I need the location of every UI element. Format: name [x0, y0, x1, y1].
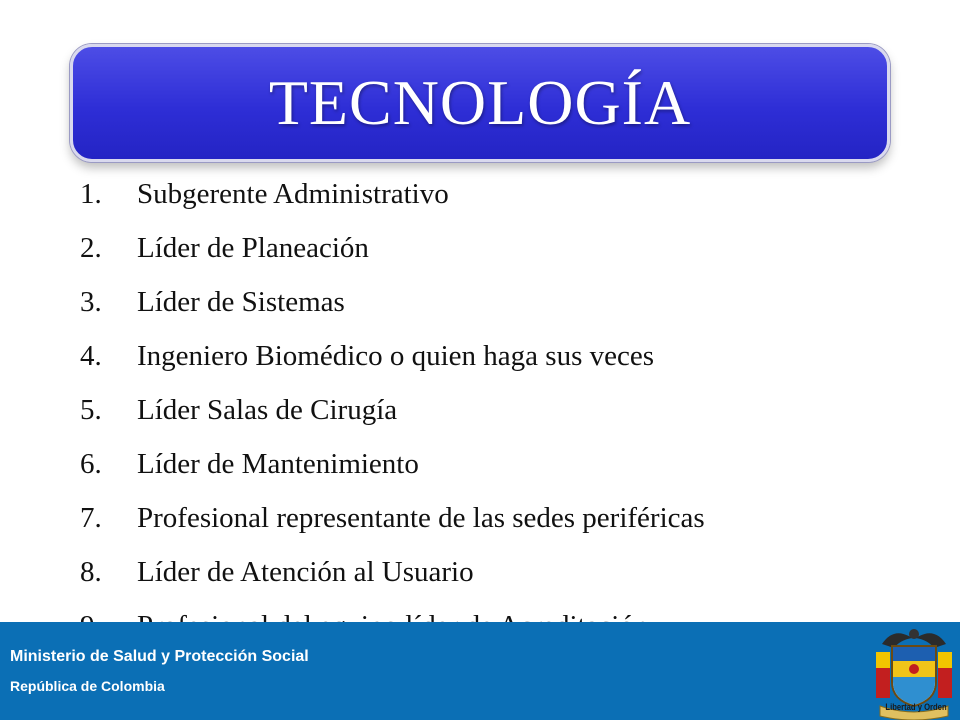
list-item	[80, 329, 940, 383]
motto-label: Libertad y Orden	[885, 702, 947, 712]
item-number: 2.	[80, 232, 102, 264]
list-item	[80, 275, 940, 329]
list-item	[80, 221, 940, 275]
item-number: 8.	[80, 556, 102, 588]
list-item	[80, 437, 940, 491]
ministry-name: Ministerio de Salud y Protección Social	[10, 648, 309, 665]
item-text: Líder de Sistemas	[137, 286, 345, 318]
title-banner	[70, 44, 890, 162]
footer-bar	[0, 622, 960, 720]
item-number: 5.	[80, 394, 102, 426]
list-item	[80, 545, 940, 599]
item-number: 6.	[80, 448, 102, 480]
item-number: 7.	[80, 502, 102, 534]
item-number: 3.	[80, 286, 102, 318]
item-number: 1.	[80, 178, 102, 210]
slide-title: TECNOLOGÍA	[268, 67, 692, 138]
list-item	[80, 167, 940, 221]
list-item	[80, 383, 940, 437]
item-number: 4.	[80, 340, 102, 372]
item-text: Líder de Atención al Usuario	[137, 556, 474, 588]
item-text: Profesional representante de las sedes periféricas	[137, 502, 705, 534]
item-text: Líder de Mantenimiento	[137, 448, 419, 480]
item-text: Líder de Planeación	[137, 232, 369, 264]
item-text: Ingeniero Biomédico o quien haga sus veces	[137, 340, 655, 372]
item-text: Subgerente Administrativo	[137, 178, 449, 210]
participant-list	[80, 167, 940, 653]
item-text: Líder Salas de Cirugía	[137, 394, 398, 426]
list-item	[80, 491, 940, 545]
country-name: República de Colombia	[10, 678, 165, 694]
